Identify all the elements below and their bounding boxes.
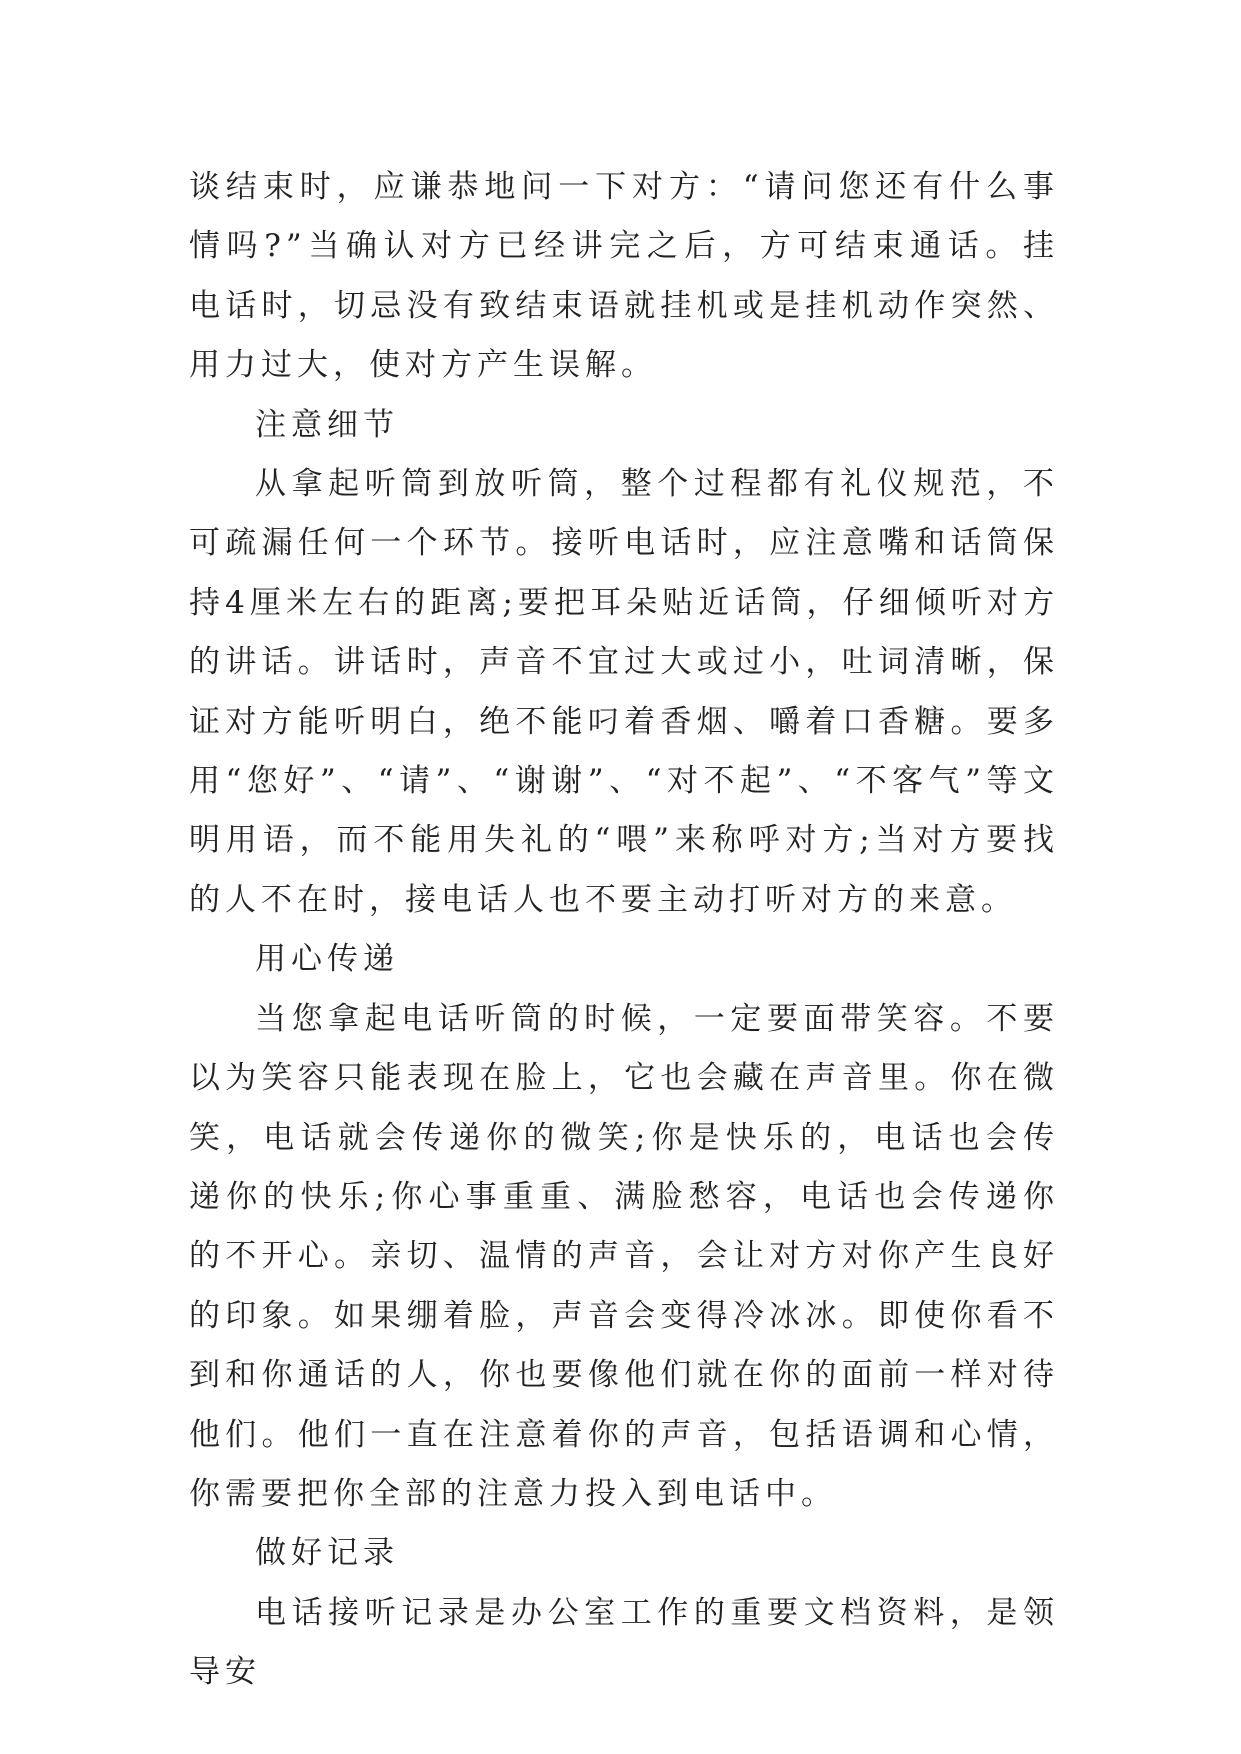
paragraph-attention-details: 从拿起听筒到放听筒，整个过程都有礼仪规范，不可疏漏任何一个环节。接听电话时，应注意嘴和话筒保持4厘米左右的距离;要把耳朵贴近话筒，仔细倾听对方的讲话。讲话时，声音不宜过大或过小，吐词清晰，保证对方能听明白，绝不能叼着香烟、嚼着口香糖。要多用“您好”、“请”、“谢谢”、“对不起”、“不客气”等文明用语，而不能用失礼的“喂”来称呼对方;当对方要找的人不在时，接电话人也不要主动打听对方的来意。 [189, 466, 1059, 918]
paragraph-convey-with-heart: 当您拿起电话听筒的时候，一定要面带笑容。不要以为笑容只能表现在脸上，它也会藏在声音里。你在微笑，电话就会传递你的微笑;你是快乐的，电话也会传递你的快乐;你心事重重、满脸愁容，电话也会传递你的不开心。亲切、温情的声音，会让对方对你产生良好的印象。如果绷着脸，声音会变得冷冰冰。即使你看不到和你通话的人，你也要像他们就在你的面前一样对待他们。他们一直在注意着你的声音，包括语调和心情，你需要把你全部的注意力投入到电话中。 [189, 1000, 1059, 1512]
document-body [189, 158, 1059, 1703]
section-heading-convey-with-heart: 用心传递 [255, 941, 399, 978]
paragraph-take-notes: 电话接听记录是办公室工作的重要文档资料，是领导安 [189, 1594, 1059, 1691]
section-heading-take-notes: 做好记录 [255, 1535, 399, 1572]
section-heading-attention-details: 注意细节 [255, 406, 399, 443]
paragraph-closing-call: 谈结束时，应谦恭地问一下对方：“请问您还有什么事情吗?”当确认对方已经讲完之后，方可结束通话。挂电话时，切忌没有致结束语就挂机或是挂机动作突然、用力过大，使对方产生误解。 [189, 169, 1059, 384]
